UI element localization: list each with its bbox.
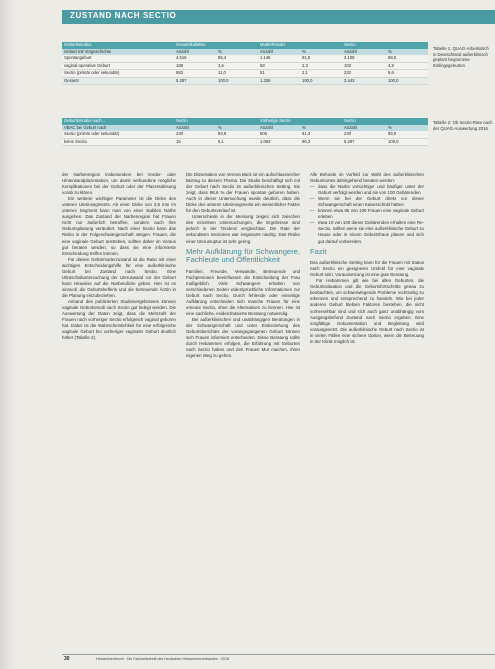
dash-bullet-icon: — xyxy=(310,184,315,190)
table-1 xyxy=(62,42,428,85)
table-cell: Sectio xyxy=(342,42,428,49)
table-cell: 1.083 xyxy=(258,138,300,146)
paragraph: Für Hebammen gilt wie bei allen Geburten, die Geburtssituation und die Geburtsfortschritte genau zu beobachten, um schwerwiegende Probleme rechtzeitig zu erkennen und entsprechend zu handeln. Wie bei jeder anderen Geburt bleiben Faktoren bestehen, die nicht vorhersehbar sind und sich auch ganz unabhängig vom Ausgangsbefund Zustand nach Sectio ergeben. Eine sorgfältige Dokumentation und Begleitung wird vorausgesetzt. Die außerklinische Geburt nach Sectio ist in vielen Fällen eine sichere Option, wenn die Betreuung in der Klinik möglich ist. xyxy=(310,278,424,344)
table-1-caption: Tabelle 1: QUAG-Arbeitsstich in Deutschland außerklinisch geplant begonnene Einlingsgeburten xyxy=(433,46,489,68)
paragraph: Familien, Freunde, Verwandte, Betreuende und Fachpersonen beeinflussen die Entscheidung der Frau maßgeblich. Viele Schwangere erhalten von verschiedenen Seiten widersprüchliche Informationen zur Geburt nach Sectio. Durch fehlende oder einseitige Aufklärung entscheiden sich manche Frauen für eine erneute Sectio, ohne die Alternativen zu kennen. Hier ist eine sachliche, evidenzbasierte Beratung notwendig. xyxy=(186,268,300,317)
table-cell: 5.297 xyxy=(342,138,386,146)
table-cell: 3.443 xyxy=(342,77,386,85)
table-cell: Anzahl xyxy=(174,49,216,56)
table-2 xyxy=(62,118,428,146)
paragraph: Ein weiterer wichtiger Parameter ist die Dicke des unteren Uterinsegments. Ab einer Dicke von 3,5 mm im unteren Segment kann man von einer stabilen Narbe ausgehen. Das Zustand der Narbenregion hat Frauen nicht nur äußerlich betroffen, sondern auch ihre Geburtsplanung verändert. Nach einer Sectio kann das Risiko in der Folgeschwangerschaft steigen. Frauen, die eine vaginale Geburt anstreben, sollten daher im Voraus gut beraten werden, so dass sie eine informierte Entscheidung treffen können. xyxy=(62,196,176,256)
list-item: — Wenn sie bei der Geburt direkt vor dieser Schwangerschaft einen Kaiserschnitt hatten: xyxy=(310,196,424,208)
table-cell: keine Sectio xyxy=(62,138,174,146)
table-cell: 96,3 xyxy=(300,138,342,146)
table-cell: 1.146 xyxy=(258,55,300,62)
table-cell: Sectio xyxy=(342,118,428,125)
table-cell: 506 xyxy=(258,131,300,138)
table-cell: 103 xyxy=(342,62,386,70)
table-cell: 6,1 xyxy=(216,138,258,146)
paragraph: der Narbenregion insbesondere bei Vorder- oder Hinterwandplazentation, um damit verbundene mögliche Komplikationen bei der Geburt oder der Plazentalösung vorab zu klären. xyxy=(62,172,176,196)
table-cell: Sectio (primär oder sekundär) xyxy=(62,131,174,138)
table-cell: 6,6 xyxy=(386,70,428,78)
table-row-total xyxy=(62,77,428,85)
table-cell: vaginal-operative Geburt xyxy=(62,62,174,70)
text-column-3 xyxy=(310,172,424,345)
table-2-caption: Tabelle 2: Ob Sectio-Rate nach der QUAG-Auswertung 2016 xyxy=(433,120,493,131)
table-row xyxy=(62,70,428,78)
table-cell: VBAC bei Geburt nach xyxy=(62,125,174,132)
page-number: 30 xyxy=(64,656,70,662)
list-item: — können etwa 85 von 100 Frauen eine vaginale Geburt erleben xyxy=(310,208,424,220)
dash-bullet-icon: — xyxy=(310,220,315,226)
table-row xyxy=(62,131,428,138)
dash-bullet-icon: — xyxy=(310,196,315,202)
table-cell: 93,9 xyxy=(216,131,258,138)
table-cell: 230 xyxy=(174,131,216,138)
table-cell: Gesamtkollektiv xyxy=(174,42,258,49)
table-cell: 232 xyxy=(342,70,386,78)
paragraph: Für diesen Gebärmutterzustand ist die Ratio mit einer wichtigen Entscheidungshilfe für eine außerklinische Geburt bei Zustand nach Sectio. Eine Ultraschalluntersuchung der Uteruswand vor der Geburt kann Hinweise auf die Narbendicke geben. Hier ist es sinnvoll, die Geburtshelferin und die betreuende Ärztin in die Planung einzubeziehen. xyxy=(62,256,176,298)
table-cell: % xyxy=(216,49,258,56)
footer-text: Hebammenforum · Die Fachzeitschrift des Deutschen Hebammenverbandes · 2018 xyxy=(96,657,230,661)
paragraph: Unterschiede in der Messung zeigen sich zwischen den einzelnen Untersuchungen, die Ergebnisse sind jedoch in der Tendenz vergleichbar. Die Rate der sekundären Sectiones war insgesamt niedrig. Das Risiko einer Uterusruptur ist sehr gering. xyxy=(186,214,300,244)
table-row xyxy=(62,55,428,62)
table-cell: % xyxy=(300,125,342,132)
page-gutter-shadow xyxy=(0,0,14,669)
table-cell: 58 xyxy=(258,62,300,70)
table-cell: 11,0 xyxy=(216,70,258,78)
dash-bullet-icon: — xyxy=(310,208,315,214)
table-cell: 4.516 xyxy=(174,55,216,62)
table-cell: 5.287 xyxy=(174,77,216,85)
table-cell: 88,6 xyxy=(386,55,428,62)
table-cell: 100,0 xyxy=(216,77,258,85)
table-row xyxy=(62,138,428,146)
table-cell: 85,4 xyxy=(216,55,258,62)
table-cell: Geburt mit Vorgeschichte xyxy=(62,49,174,56)
section-heading-fazit: Fazit xyxy=(310,246,327,256)
table-cell: 4,8 xyxy=(386,62,428,70)
table-cell: 2,3 xyxy=(300,62,342,70)
table-cell: 3.108 xyxy=(342,55,386,62)
table-cell: Anzahl xyxy=(258,49,300,56)
table-cell: Anzahl xyxy=(174,125,216,132)
table-cell: Geburtsmodus xyxy=(62,42,174,49)
table-cell: 100,0 xyxy=(386,77,428,85)
table-cell: % xyxy=(216,125,258,132)
table-cell: 51 xyxy=(258,70,300,78)
paragraph: Anhand des publizierten Studienergebnisses können vaginale Geburtsmodi nach Sectio gut belegt werden. Die Auswertung der Daten zeigt, dass die Mehrzahl der Frauen nach vorheriger Sectio erfolgreich vaginal geboren hat. Dabei ist die Wahrscheinlichkeit für eine erfolgreiche vaginale Geburt bei vorheriger vaginaler Geburt deutlich höher (Tabelle 2). xyxy=(62,298,176,341)
table-cell: Vorherige Sectio xyxy=(258,118,342,125)
table-cell: Spontangeburt xyxy=(62,55,174,62)
paragraph: Alle Befunde im Vorfeld zur Wahl des außerklinischen Geburtsortes dahingehend beraten werden: xyxy=(310,172,424,184)
text-column-2 xyxy=(186,172,300,359)
table-cell: 230 xyxy=(342,131,386,138)
table-cell: 188 xyxy=(174,62,216,70)
section-heading: Mehr Aufklärung für Schwangere, Fachleute und Öffentlichkeit xyxy=(186,246,300,265)
list-item: — etwa 10 von 100 dieser Gebärenden erhalten eine Re-Sectio, sollten wenn sie eine außerklinische Geburt zu Hause oder in einem Geburtshaus planen und sich gut darauf vorbereiten. xyxy=(310,220,424,244)
table-cell: 583 xyxy=(174,70,216,78)
table-row xyxy=(62,62,428,70)
table-cell: % xyxy=(300,49,342,56)
table-cell: 1.255 xyxy=(258,77,300,85)
table-cell: Mutter/Kinder xyxy=(258,42,342,49)
table-cell: Geburtsmodus nach ... xyxy=(62,118,174,125)
table-cell: % xyxy=(386,125,428,132)
table-cell: Anzahl xyxy=(342,49,386,56)
table-cell: Anzahl xyxy=(258,125,300,132)
paragraph: Die Dissertation von Verena Bück ist ein aufschlussreicher Beitrag zu diesem Thema. Die Studie beschäftigt sich mit der Geburt nach Sectio im außerklinischen Setting. Sie zeigt, dass 88,6 % der Frauen spontan geboren haben. Auch in dieser Untersuchung wurde deutlich, dass die Dicke des unteren Uterinsegments ein wesentlicher Faktor für den Geburtsverlauf ist. xyxy=(186,172,300,214)
text-column-1 xyxy=(62,172,176,341)
table-cell: 91,3 xyxy=(300,131,342,138)
table-cell: 91,5 xyxy=(300,55,342,62)
table-cell: 15 xyxy=(174,138,216,146)
table-cell: 100,0 xyxy=(386,138,428,146)
table-cell: Gesamt xyxy=(62,77,174,85)
table-cell: 2,1 xyxy=(300,70,342,78)
table-cell: Anzahl xyxy=(342,125,386,132)
table-cell: 93,9 xyxy=(386,131,428,138)
table-cell: Sectio (primär oder sekundär) xyxy=(62,70,174,78)
paragraph: Bei außerklinischen und unabhängigen Beratungen in der Schwangerschaft und unter Einbeziehung des Geburtsberichtes der vorangegangenen Geburt können sich Frauen informiert entscheiden. Diese Beratung sollte durch Hebammen erfolgen, die Erfahrung mit Geburten nach Sectio haben und den Frauen Mut machen, ihren eigenen Weg zu gehen. xyxy=(186,317,300,359)
list-item: — dass die Narbe vorsichtiger und häufiger unter der Geburt verfolgt werden und sie von 100 Gebärenden xyxy=(310,184,424,196)
paragraph: Das außerklinische Setting kann für die Frauen mit Status nach Sectio ein geeignetes Umfeld für eine vaginale Geburt sein. Voraussetzung ist eine gute Beratung. xyxy=(310,260,424,278)
table-cell: 100,0 xyxy=(300,77,342,85)
table-cell: 3,6 xyxy=(216,62,258,70)
table-cell: % xyxy=(386,49,428,56)
section-title: ZUSTAND NACH SECTIO xyxy=(70,11,177,20)
table-cell: Sectio xyxy=(174,118,258,125)
